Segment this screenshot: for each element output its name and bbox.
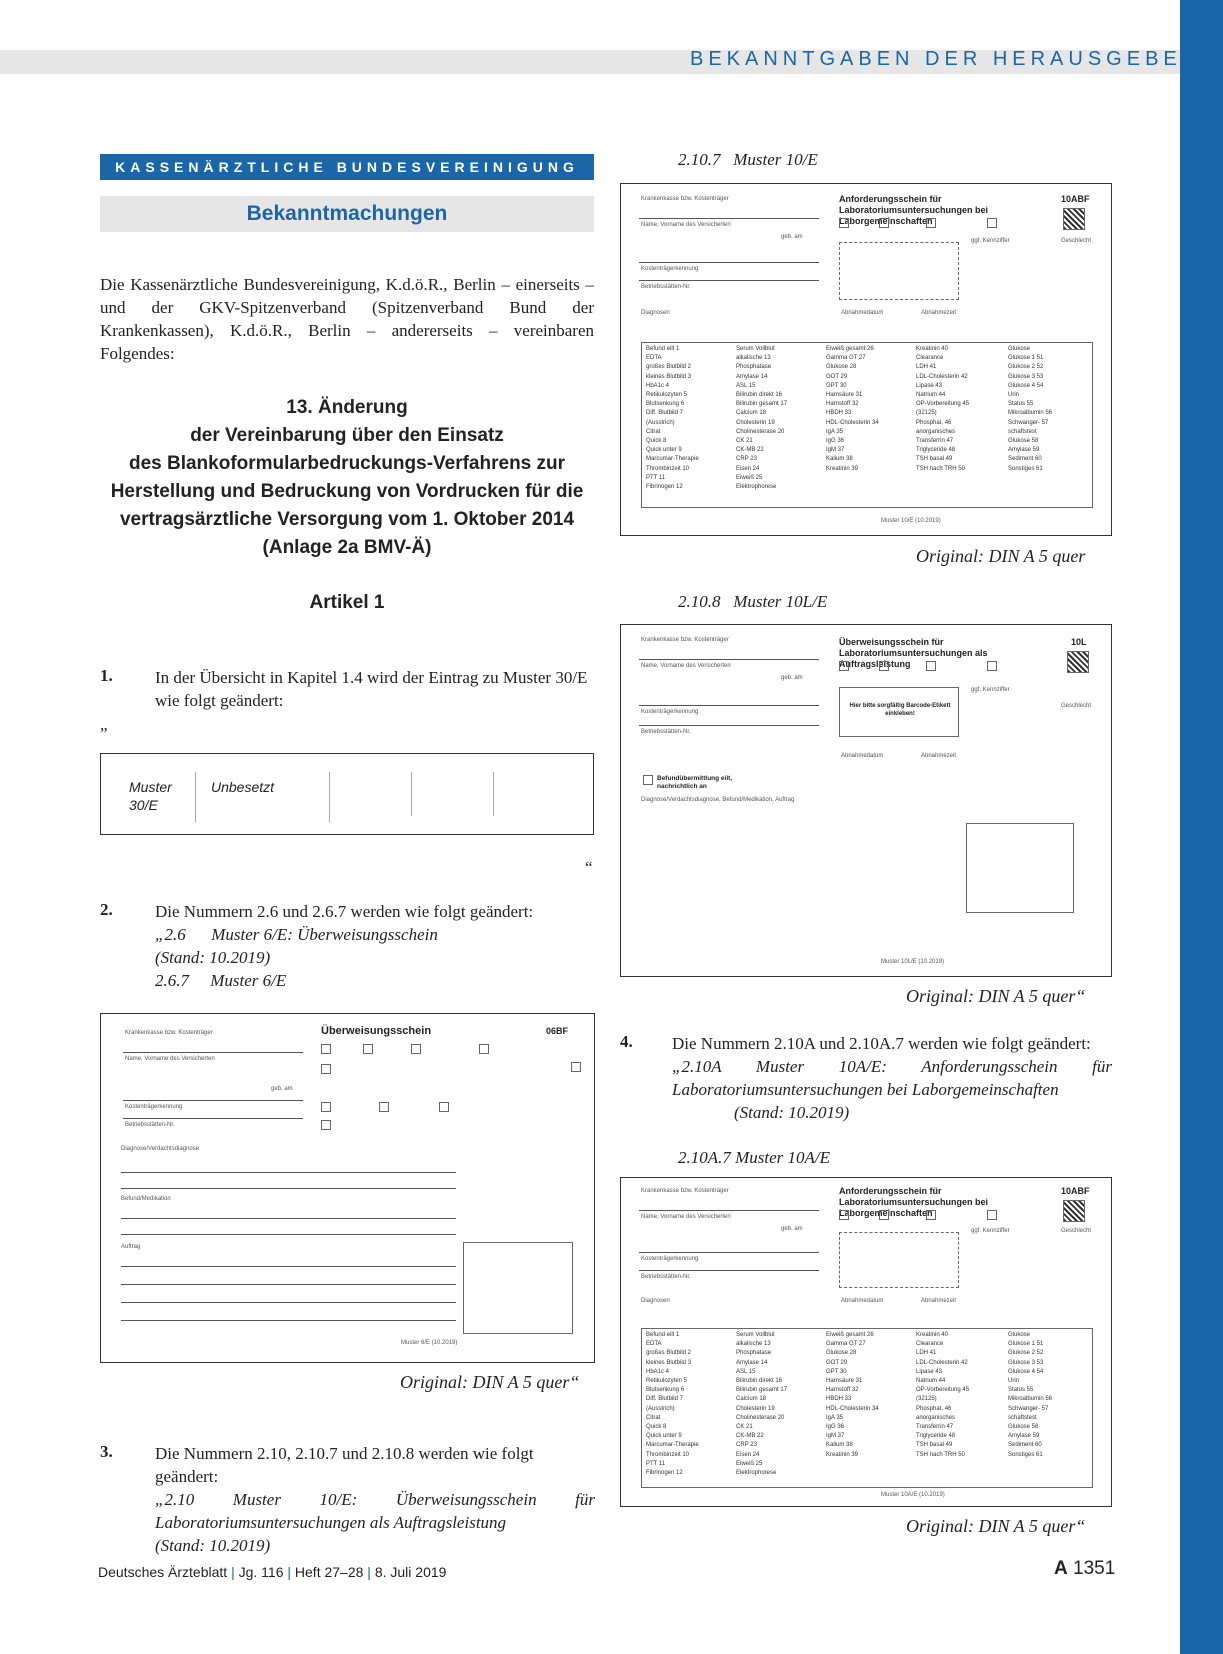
lab-item: Harnstoff 32: [826, 1387, 859, 1394]
lab-item: Citrat: [646, 1414, 661, 1421]
field-label: Abnahmedatum: [841, 1298, 884, 1304]
lab-item: Amylase 14: [736, 373, 768, 380]
field-label: geb. am: [781, 1226, 803, 1232]
lab-col-1: [646, 1331, 734, 1478]
side-bar: [1180, 0, 1223, 1654]
form-footer: Muster 10L/E (10.2019): [881, 959, 945, 965]
field-label: Name, Vorname des Versicherten: [125, 1056, 215, 1062]
field-label: Abnahmezeit: [921, 753, 957, 759]
lab-item: (Ausstrich): [646, 419, 675, 426]
field-label: Name, Vorname des Versicherten: [641, 663, 731, 669]
lab-item: Fibrinogen 12: [646, 1470, 683, 1477]
lab-item: Urin: [1008, 392, 1020, 399]
lab-item: ASL 15: [736, 1368, 756, 1375]
lab-item: Sediment 60: [1008, 1442, 1042, 1449]
lab-item: Serum Vollblut: [736, 1332, 775, 1338]
table-cell: Muster 30/E: [129, 772, 196, 822]
lab-item: Befund eilt 1: [646, 1332, 680, 1338]
lab-item: Harnstoff 32: [826, 401, 859, 408]
lab-item: Phosphatase: [736, 1350, 772, 1357]
form-title: Anforderungsschein für Laboratoriumsuntersuchungen bei Laborgemeinschaften: [839, 194, 989, 226]
form-muster-10l: [620, 624, 1112, 977]
page-value: 1351: [1073, 1558, 1116, 1579]
lab-item: CK-MB 22: [736, 447, 764, 454]
lab-item: Triglyceride 48: [916, 1433, 956, 1440]
lab-item: LDL-Cholesterin 42: [916, 1359, 968, 1366]
lab-item: Harnsäure 31: [826, 1378, 863, 1385]
field-label: Abnahmezeit: [921, 1298, 957, 1304]
heading-line: Herstellung und Bedruckung von Vordrucken für die: [110, 481, 584, 502]
lab-item: alkalische 13: [736, 355, 771, 362]
item-line: (Stand: 10.2019): [155, 948, 271, 967]
lab-item: anorganisches: [916, 1414, 956, 1421]
lab-item: Eiweiß 25: [736, 474, 763, 481]
field-label: Betriebsstätten-Nr.: [641, 284, 691, 290]
lab-item: Mikroalbumin 56: [1008, 1396, 1053, 1403]
field-label: ggf. Kennziffer: [971, 238, 1010, 244]
item-number: 1.: [100, 666, 113, 685]
lab-item: Glukose 2 52: [1008, 1350, 1044, 1357]
field-label: Kostenträgerkennung: [641, 266, 699, 272]
field-label: Geschlecht: [1061, 238, 1092, 244]
lab-col-5: [1008, 1331, 1088, 1460]
lab-item: CRP 23: [736, 1442, 757, 1449]
form-label: 2.10.8 Muster 10L/E: [678, 592, 828, 611]
lab-item: Kreatinin 39: [826, 1451, 859, 1458]
lab-item: Mikroalbumin 56: [1008, 410, 1053, 417]
page-prefix: A: [1054, 1558, 1068, 1579]
lab-item: LDL-Cholesterin 42: [916, 373, 968, 380]
item-text: Die Nummern 2.6 und 2.6.7 werden wie folgt geändert:: [155, 902, 534, 921]
lab-item: OP-Vorbereitung 45: [916, 401, 970, 408]
lab-item: Glukose 28: [826, 1350, 857, 1357]
lab-item: Cholesterin 19: [736, 1405, 775, 1412]
lab-col-3: [826, 1331, 914, 1460]
lab-item: Triglyceride 48: [916, 447, 956, 454]
lab-item: Marcumar-Therapie: [646, 1442, 699, 1449]
lab-item: Kreatinin 40: [916, 346, 949, 352]
field-label: Kostenträgerkennung: [641, 1256, 699, 1262]
item-number: 4.: [620, 1032, 633, 1051]
lab-item: Diff. Blutbild 7: [646, 1396, 683, 1403]
field-label: Krankenkasse bzw. Kostenträger: [125, 1030, 213, 1036]
lab-item: Glukose: [1008, 1332, 1031, 1338]
lab-item: HBDH 33: [826, 410, 852, 417]
field-label: Abnahmedatum: [841, 310, 884, 316]
open-quote: „: [100, 715, 108, 734]
form-code: 10L: [1071, 637, 1087, 647]
lab-grid: [641, 342, 1093, 508]
heading-line: der Vereinbarung über den Einsatz: [190, 425, 504, 446]
field-label: Diagnosen: [641, 310, 670, 316]
item-number: 3.: [100, 1442, 113, 1461]
lab-item: Calcium 18: [736, 1396, 767, 1403]
lab-item: IgG 36: [826, 1424, 845, 1431]
field-label: Name, Vorname des Versicherten: [641, 1214, 731, 1220]
journal-name: Deutsches Ärzteblatt: [98, 1564, 228, 1580]
lab-item: Cholinesterase 20: [736, 428, 785, 435]
lab-item: Harnsäure 31: [826, 392, 863, 399]
item-line: „2.10A Muster 10A/E: Anforderungsschein für Laboratoriumsuntersuchungen bei Laborgemeinschaften: [672, 1057, 1112, 1099]
field-label: Abnahmedatum: [841, 753, 884, 759]
form-code: 10ABF: [1061, 194, 1090, 204]
article-heading: Artikel 1: [309, 592, 385, 613]
lab-col-3: [826, 345, 914, 474]
field-label: ggf. Kennziffer: [971, 1228, 1010, 1234]
lab-item: Amylase 14: [736, 1359, 768, 1366]
field-label: geb. am: [781, 675, 803, 681]
table-cell: [331, 772, 412, 816]
lab-item: HBDH 33: [826, 1396, 852, 1403]
section-title: BEKANNTGABEN DER HERAUSGEBER: [690, 48, 1202, 70]
lab-item: Bilirubin direkt 16: [736, 1378, 783, 1385]
journal-volume: Jg. 116: [238, 1564, 284, 1580]
lab-item: TSH basal 49: [916, 456, 953, 463]
lab-item: Quick unter 9: [646, 447, 682, 454]
subheading: Bekanntmachungen: [100, 196, 594, 232]
amendment-heading: [100, 394, 594, 562]
befund-label: Befundübermittlung eilt, nachrichtlich an: [657, 775, 733, 790]
lab-item: schaftstest: [1008, 428, 1037, 435]
lab-item: Gamma GT 27: [826, 355, 866, 362]
lab-item: Eiweiß 25: [736, 1460, 763, 1467]
lab-item: Blutsenkung 6: [646, 1387, 685, 1394]
lab-item: Citrat: [646, 428, 661, 435]
page-footer: Deutsches Ärzteblatt | Jg. 116 | Heft 27–28 | 8. Juli 2019: [98, 1564, 447, 1580]
lab-item: (32125): [916, 1396, 937, 1403]
lab-item: Natrium 44: [916, 392, 946, 399]
lab-item: Blutsenkung 6: [646, 401, 685, 408]
caption: Original: DIN A 5 quer“: [906, 1516, 1086, 1536]
field-label: ggf. Kennziffer: [971, 687, 1010, 693]
caption: Original: DIN A 5 quer: [916, 546, 1086, 566]
journal-issue: Heft 27–28: [294, 1564, 364, 1580]
caption: Original: DIN A 5 quer“: [400, 1372, 580, 1392]
lab-item: kleines Blutbild 3: [646, 373, 692, 380]
lab-col-1: [646, 345, 734, 492]
item-line: „2.10 Muster 10/E: Überweisungsschein für Laboratoriumsuntersuchungen als Auftragsleistung: [155, 1490, 595, 1532]
lab-item: kleines Blutbild 3: [646, 1359, 692, 1366]
lab-item: Thrombinzeit 10: [646, 465, 690, 472]
lab-item: GOT 29: [826, 373, 848, 380]
form-code: 10ABF: [1061, 1186, 1090, 1196]
form-footer: Muster 6/E (10.2019): [401, 1340, 458, 1346]
lab-item: Kalium 38: [826, 456, 853, 463]
form-muster-6: [100, 1013, 595, 1363]
item-number: 2.: [100, 900, 113, 919]
lab-item: Glukose 28: [826, 364, 857, 371]
lab-item: Gamma GT 27: [826, 1341, 866, 1348]
lab-item: GOT 29: [826, 1359, 848, 1366]
item-line: 2.6.7 Muster 6/E: [155, 971, 287, 990]
lab-item: Glukose 3 53: [1008, 1359, 1044, 1366]
lab-item: Phosphat, 46: [916, 419, 952, 426]
lab-item: Amylase 59: [1008, 1433, 1040, 1440]
lab-item: anorganisches: [916, 428, 956, 435]
lab-col-4: [916, 1331, 1006, 1460]
lab-item: Marcumar-Therapie: [646, 456, 699, 463]
lab-item: Status 55: [1008, 1387, 1034, 1394]
lab-item: Quick unter 9: [646, 1433, 682, 1440]
lab-item: Sonstiges 61: [1008, 465, 1043, 472]
heading-line: 13. Änderung: [286, 397, 408, 418]
field-label: Kostenträgerkennung: [125, 1104, 183, 1110]
lab-item: GPT 30: [826, 1368, 847, 1375]
lab-col-5: [1008, 345, 1088, 474]
lab-item: Calcium 18: [736, 410, 767, 417]
lab-item: Status 55: [1008, 401, 1034, 408]
lab-item: Eisen 24: [736, 1451, 760, 1458]
form-label: 2.10A.7 Muster 10A/E: [678, 1148, 831, 1167]
lab-item: Glukose 58: [1008, 438, 1039, 445]
lab-item: Clearance: [916, 1341, 944, 1348]
form-title: Überweisungsschein: [321, 1025, 432, 1037]
lab-item: Phosphat, 46: [916, 1405, 952, 1412]
field-label: Betriebsstätten-Nr.: [125, 1122, 175, 1128]
lab-item: Elektrophorese: [736, 484, 777, 491]
lab-col-4: [916, 345, 1006, 474]
lab-item: Glukose: [1008, 346, 1031, 352]
lab-grid: [641, 1328, 1093, 1488]
lab-item: PTT 11: [646, 474, 666, 481]
form-muster-10a: [620, 1177, 1112, 1507]
lab-item: Befund eilt 1: [646, 346, 680, 352]
lab-item: Natrium 44: [916, 1378, 946, 1385]
lab-item: Retikulozyten 5: [646, 392, 688, 399]
lab-item: Lipase 43: [916, 1368, 943, 1375]
item-text: Die Nummern 2.10A und 2.10A.7 werden wie folgt geändert:: [672, 1034, 1091, 1053]
form-code: 06BF: [546, 1026, 569, 1036]
heading-line: des Blankoformularbedruckungs-Verfahrens zur: [128, 453, 566, 474]
lab-item: HbA1c 4: [646, 1368, 670, 1375]
lab-item: Glukose 4 54: [1008, 1368, 1044, 1375]
lab-item: Kreatinin 39: [826, 465, 859, 472]
table-cell: [413, 772, 494, 816]
lab-item: Transferrin 47: [916, 438, 954, 445]
heading-line: (Anlage 2a BMV-Ä): [262, 537, 432, 558]
section-label: Diagnose/Verdachtsdiagnose: [121, 1146, 200, 1152]
lab-item: Quick 8: [646, 438, 667, 445]
lab-item: Bilirubin gesamt 17: [736, 401, 788, 408]
field-label: Diagnose/Verdachtsdiagnose, Befund/Medikation, Auftrag: [641, 797, 795, 803]
field-label: Abnahmezeit: [921, 310, 957, 316]
lab-item: CK 21: [736, 1424, 753, 1431]
lab-item: Fibrinogen 12: [646, 484, 683, 491]
lab-item: GPT 30: [826, 382, 847, 389]
field-label: Geschlecht: [1061, 703, 1092, 709]
lab-item: EDTA: [646, 355, 662, 362]
lab-item: PTT 11: [646, 1460, 666, 1467]
barcode-note: Hier bitte sorgfältig Barcode-Etikett einkleben!: [849, 703, 951, 717]
lab-item: Schwanger- 57: [1008, 419, 1049, 426]
close-quote: “: [585, 858, 593, 877]
item-line: (Stand: 10.2019): [155, 1536, 271, 1555]
lab-item: schaftstest: [1008, 1414, 1037, 1421]
field-label: Geschlecht: [1061, 1228, 1092, 1234]
heading-line: vertragsärztliche Versorgung vom 1. Oktober 2014: [119, 509, 575, 530]
lab-item: EDTA: [646, 1341, 662, 1348]
form-footer: Muster 10/E (10.2019): [881, 518, 941, 524]
lab-item: Bilirubin direkt 16: [736, 392, 783, 399]
lab-item: Glukose 2 52: [1008, 364, 1044, 371]
lab-item: LDH 41: [916, 1350, 937, 1357]
lab-item: Bilirubin gesamt 17: [736, 1387, 788, 1394]
field-label: Diagnosen: [641, 1298, 670, 1304]
lab-item: Sonstiges 61: [1008, 1451, 1043, 1458]
section-label: Befund/Medikation: [121, 1196, 171, 1202]
lab-item: Thrombinzeit 10: [646, 1451, 690, 1458]
journal-date: 8. Juli 2019: [374, 1564, 447, 1580]
field-label: Krankenkasse bzw. Kostenträger: [641, 637, 729, 643]
lab-item: IgG 36: [826, 438, 845, 445]
section-label: Auftrag: [121, 1244, 141, 1250]
lab-item: alkalische 13: [736, 1341, 771, 1348]
lab-item: Phosphatase: [736, 364, 772, 371]
lab-item: IgM 37: [826, 447, 845, 454]
item-line: „2.6 Muster 6/E: Überweisungsschein: [155, 925, 438, 944]
lab-item: ASL 15: [736, 382, 756, 389]
form-label: 2.10.7 Muster 10/E: [678, 150, 818, 169]
item-line: (Stand: 10.2019): [734, 1103, 850, 1122]
lab-item: Cholinesterase 20: [736, 1414, 785, 1421]
field-label: Betriebsstätten-Nr.: [641, 1274, 691, 1280]
lab-item: Sediment 60: [1008, 456, 1042, 463]
lab-item: großes Blutbild 2: [646, 1350, 692, 1357]
field-label: geb. am: [781, 234, 803, 240]
item-text: In der Übersicht in Kapitel 1.4 wird der Eintrag zu Muster 30/E wie folgt geändert:: [155, 668, 588, 710]
lab-item: Clearance: [916, 355, 944, 362]
lab-item: HDL-Cholesterin 34: [826, 419, 879, 426]
lab-item: Eiweiß gesamt 26: [826, 1332, 874, 1338]
lab-item: Eiweiß gesamt 26: [826, 346, 874, 352]
field-label: geb. am: [271, 1086, 293, 1092]
form-title: Überweisungsschein für Laboratoriumsuntersuchungen als Auftragsleistung: [839, 637, 988, 669]
lab-item: Transferrin 47: [916, 1424, 954, 1431]
lab-item: Eisen 24: [736, 465, 760, 472]
lab-item: Glukose 58: [1008, 1424, 1039, 1431]
lab-item: IgM 37: [826, 1433, 845, 1440]
lab-item: (32125): [916, 410, 937, 417]
overview-table: [100, 753, 594, 835]
lab-item: Lipase 43: [916, 382, 943, 389]
lab-item: Kalium 38: [826, 1442, 853, 1449]
form-muster-10: [620, 183, 1112, 536]
lab-item: CK-MB 22: [736, 1433, 764, 1440]
caption: Original: DIN A 5 quer“: [906, 986, 1086, 1006]
lab-item: (Ausstrich): [646, 1405, 675, 1412]
field-label: Krankenkasse bzw. Kostenträger: [641, 196, 729, 202]
lab-item: Glukose 1 51: [1008, 355, 1044, 362]
lab-item: HDL-Cholesterin 34: [826, 1405, 879, 1412]
lab-col-2: [736, 1331, 824, 1478]
field-label: Name, Vorname des Versicherten: [641, 222, 731, 228]
field-label: Betriebsstätten-Nr.: [641, 729, 691, 735]
lab-item: HbA1c 4: [646, 382, 670, 389]
lab-item: IgA 35: [826, 428, 844, 435]
lab-item: Glukose 4 54: [1008, 382, 1044, 389]
field-label: Kostenträgerkennung: [641, 709, 699, 715]
lab-item: Quick 8: [646, 1424, 667, 1431]
lab-item: OP-Vorbereitung 45: [916, 1387, 970, 1394]
field-label: Krankenkasse bzw. Kostenträger: [641, 1188, 729, 1194]
form-title: Anforderungsschein für Laboratoriumsuntersuchungen bei Laborgemeinschaften: [839, 1186, 989, 1218]
intro-text: Die Kassenärztliche Bundesvereinigung, K.d.ö.R., Berlin – einerseits – und der GKV-Spitzenverband (Spitzenverband Bund der Krankenkassen), K.d.ö.R., Berlin – andererseits – vereinbaren Folgendes:: [100, 275, 594, 363]
lab-item: Kreatinin 40: [916, 1332, 949, 1338]
lab-item: Amylase 59: [1008, 447, 1040, 454]
lab-item: Elektrophorese: [736, 1470, 777, 1477]
lab-item: Urin: [1008, 1378, 1020, 1385]
lab-item: Schwanger- 57: [1008, 1405, 1049, 1412]
form-footer: Muster 10A/E (10.2019): [881, 1492, 945, 1498]
lab-item: TSH nach TRH 50: [916, 1451, 965, 1458]
lab-col-2: [736, 345, 824, 492]
page-number: [1054, 1558, 1115, 1580]
org-banner: KASSENÄRZTLICHE BUNDESVEREINIGUNG: [100, 154, 594, 180]
lab-item: Serum Vollblut: [736, 346, 775, 352]
lab-item: Cholesterin 19: [736, 419, 775, 426]
lab-item: CRP 23: [736, 456, 757, 463]
lab-item: großes Blutbild 2: [646, 364, 692, 371]
lab-item: TSH basal 49: [916, 1442, 953, 1449]
lab-item: Glukose 1 51: [1008, 1341, 1044, 1348]
lab-item: LDH 41: [916, 364, 937, 371]
item-text: Die Nummern 2.10, 2.10.7 und 2.10.8 werden wie folgt geändert:: [155, 1444, 534, 1486]
lab-item: Glukose 3 53: [1008, 373, 1044, 380]
lab-item: CK 21: [736, 438, 753, 445]
lab-item: Diff. Blutbild 7: [646, 410, 683, 417]
lab-item: TSH nach TRH 50: [916, 465, 965, 472]
lab-item: Retikulozyten 5: [646, 1378, 688, 1385]
table-cell: Unbesetzt: [211, 772, 330, 822]
lab-item: IgA 35: [826, 1414, 844, 1421]
